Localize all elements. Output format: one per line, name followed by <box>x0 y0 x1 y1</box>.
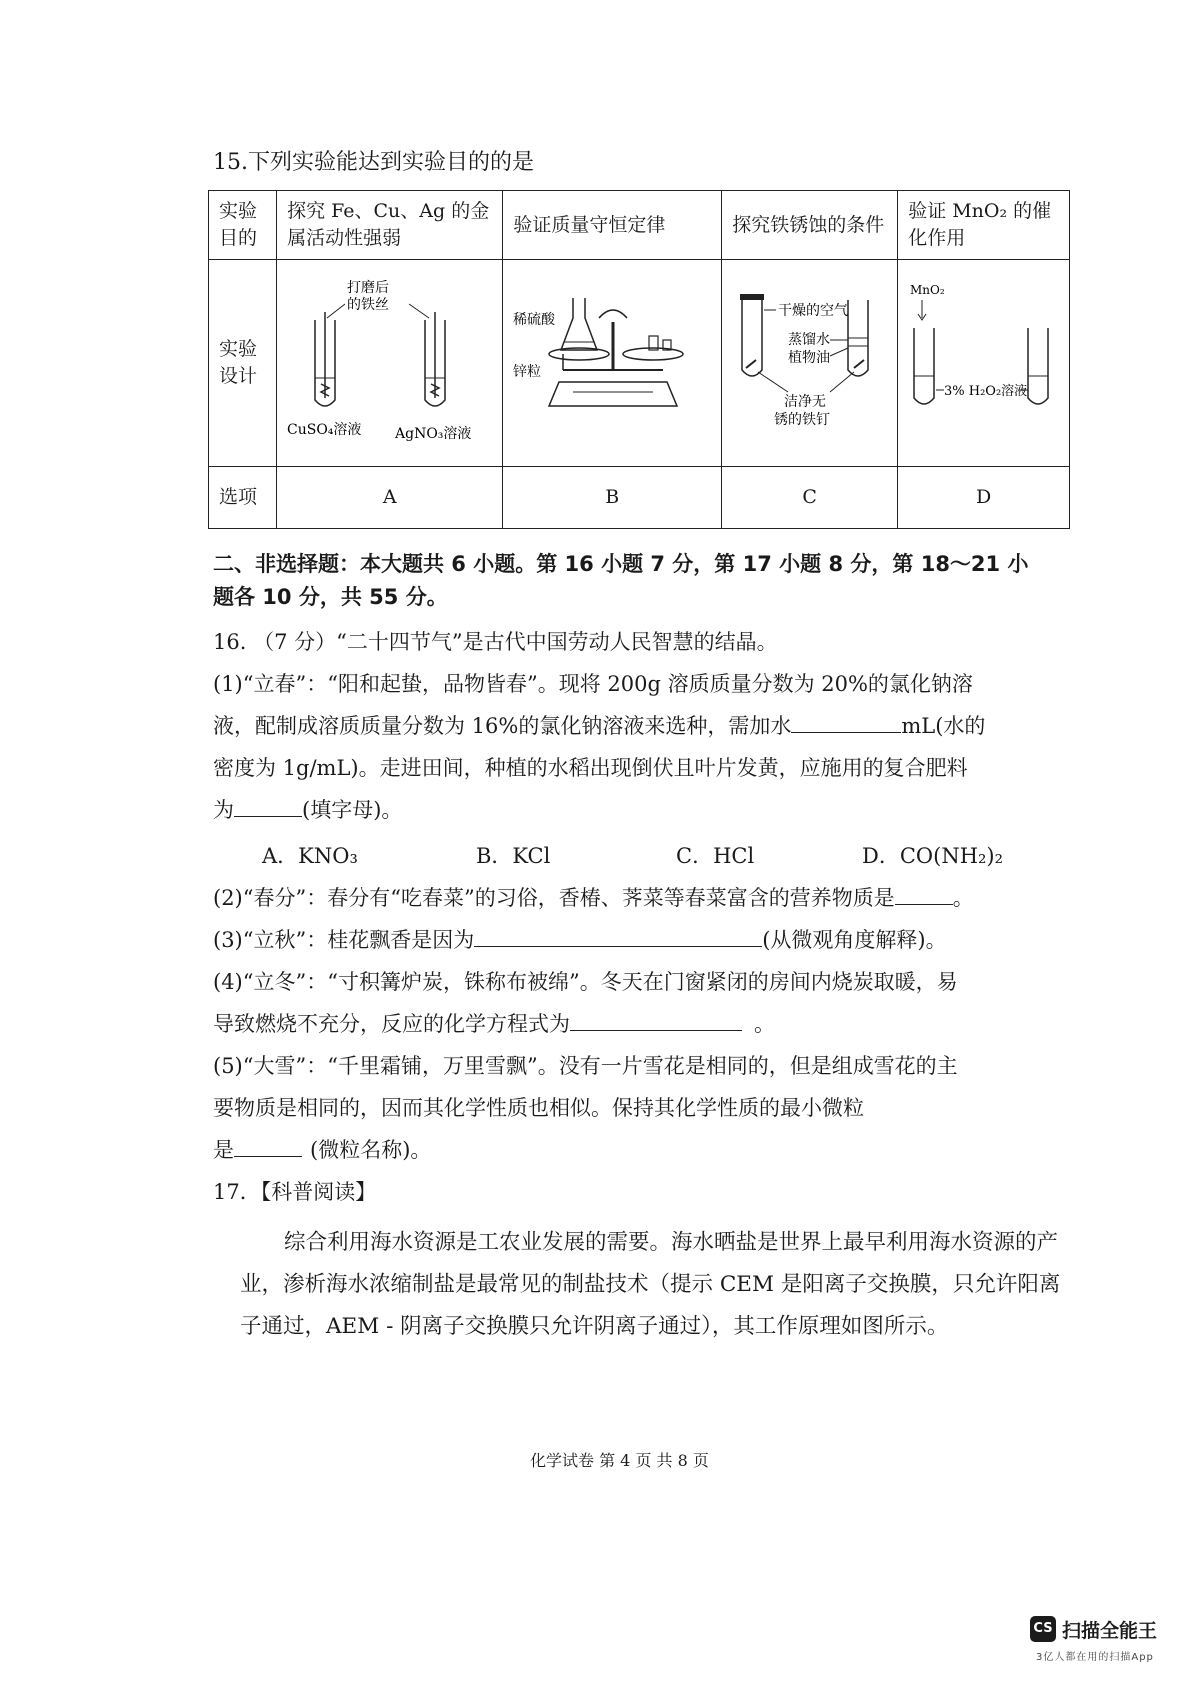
q16-part5-line3: 是 (微粒名称)。 <box>213 1134 431 1164</box>
svg-text:洁净无: 洁净无 <box>784 394 827 410</box>
watermark-tagline: 3亿人都在用的扫描App <box>1036 1652 1154 1663</box>
purpose-b: 验证质量守恒定律 <box>503 191 722 260</box>
svg-text:蒸馏水: 蒸馏水 <box>788 332 831 348</box>
purpose-d: 验证 MnO₂ 的催化作用 <box>898 191 1070 260</box>
option-c[interactable]: C <box>722 467 898 529</box>
q16-part1-line3: 密度为 1g/mL)。走进田间，种植的水稻出现倒伏且叶片发黄，应施用的复合肥料 <box>213 756 968 780</box>
question-15-title: 15.下列实验能达到实验目的的是 <box>213 150 534 175</box>
diagram-d <box>898 260 1070 467</box>
micro-explanation-blank[interactable] <box>474 924 762 947</box>
option-a[interactable]: A <box>277 467 503 529</box>
purpose-a: 探究 Fe、Cu、Ag 的金属活动性强弱 <box>277 191 503 260</box>
q16-part5-line2: 要物质是相同的，因而其化学性质也相似。保持其化学性质的最小微粒 <box>213 1096 864 1120</box>
design-row <box>209 260 1070 467</box>
choice-d[interactable]: D．CO(NH₂)₂ <box>862 844 1004 868</box>
nutrient-blank[interactable] <box>895 882 953 905</box>
row-header-purpose: 实验目的 <box>209 191 277 260</box>
option-d[interactable]: D <box>898 467 1070 529</box>
svg-text:MnO₂: MnO₂ <box>910 283 945 297</box>
q16-part5-line1: (5)“大雪”：“千里霜铺，万里雪飘”。没有一片雪花是相同的，但是组成雪花的主 <box>213 1054 958 1078</box>
svg-text:干燥的空气: 干燥的空气 <box>778 303 849 319</box>
choice-b[interactable]: B．KCl <box>476 844 551 868</box>
section-2-heading: 二、非选择题：本大题共 6 小题。第 16 小题 7 分，第 17 小题 8 分，第 18～21 小 题各 10 分，共 55 分。 <box>213 552 1029 609</box>
q16-part4-line2: 导致燃烧不充分，反应的化学方程式为 。 <box>213 1008 775 1038</box>
diagram-c <box>722 260 898 467</box>
watermark-name: 扫描全能王 <box>1062 1620 1158 1642</box>
q16-part2: (2)“春分”：春分有“吃春菜”的习俗，香椿、荠菜等春菜富含的营养物质是 。 <box>213 882 974 912</box>
choice-a[interactable]: A．KNO₃ <box>262 844 358 868</box>
svg-text:打磨后: 打磨后 <box>347 280 390 296</box>
particle-blank[interactable] <box>234 1134 302 1157</box>
q16-part3: (3)“立秋”：桂花飘香是因为 (从微观角度解释)。 <box>213 924 947 954</box>
q16-part1-line1: (1)“立春”：“阳和起蛰，品物皆春”。现将 200g 溶质质量分数为 20%的氯化钠溶 <box>213 672 973 696</box>
purpose-c: 探究铁锈蚀的条件 <box>722 191 898 260</box>
q17-paragraph: 综合利用海水资源是工农业发展的需要。海水晒盐是世界上最早利用海水资源的产业，渗析海水浓缩制盐是最常见的制盐技术（提示 CEM 是阳离子交换膜，只允许阳离子通过，AEM - 阴离子交换膜只允许阴离子通过），其工作原理如图所示。 <box>240 1230 1061 1339</box>
svg-text:的铁丝: 的铁丝 <box>347 297 390 313</box>
balance-diagram <box>503 260 712 458</box>
q16-part1-line2: 液，配制成溶质质量分数为 16%的氯化钠溶液来选种，需加水 mL(水的 <box>213 710 985 740</box>
q17-title: 17．【科普阅读】 <box>213 1180 377 1204</box>
water-volume-blank[interactable] <box>791 710 901 733</box>
test-tubes-metal-diagram <box>277 260 493 458</box>
row-header-design: 实验设计 <box>209 260 277 467</box>
cs-logo-icon: CS <box>1030 1616 1056 1642</box>
fertilizer-blank[interactable] <box>234 794 302 817</box>
diagram-a <box>277 260 503 467</box>
purpose-row <box>209 191 1070 260</box>
svg-text:3% H₂O₂溶液: 3% H₂O₂溶液 <box>944 384 1028 399</box>
experiment-table <box>208 190 1070 529</box>
svg-text:CuSO₄溶液: CuSO₄溶液 <box>287 422 362 438</box>
svg-text:锈的铁钉: 锈的铁钉 <box>774 412 831 428</box>
equation-blank[interactable] <box>570 1008 742 1031</box>
option-b[interactable]: B <box>503 467 722 529</box>
svg-text:锌粒: 锌粒 <box>513 364 542 380</box>
option-row <box>209 467 1070 529</box>
page-footer: 化学试卷 第 4 页 共 8 页 <box>530 1451 709 1470</box>
svg-text:稀硫酸: 稀硫酸 <box>513 312 556 328</box>
q16-part1-line4: 为 (填字母)。 <box>213 794 402 824</box>
row-header-option: 选项 <box>209 467 277 529</box>
svg-text:植物油: 植物油 <box>788 350 831 366</box>
q16-intro: 16. （7 分）“二十四节气”是古代中国劳动人民智慧的结晶。 <box>213 630 778 654</box>
choice-c[interactable]: C．HCl <box>676 844 755 868</box>
diagram-b <box>503 260 722 467</box>
q16-part4-line1: (4)“立冬”：“寸积篝炉炭，铢称布被绵”。冬天在门窗紧闭的房间内烧炭取暖，易 <box>213 970 958 994</box>
q16-choices <box>262 840 1003 870</box>
scanner-watermark <box>1030 1616 1170 1676</box>
catalyst-diagram <box>898 260 1062 458</box>
svg-text:AgNO₃溶液: AgNO₃溶液 <box>395 426 472 442</box>
rusting-diagram <box>722 260 890 458</box>
